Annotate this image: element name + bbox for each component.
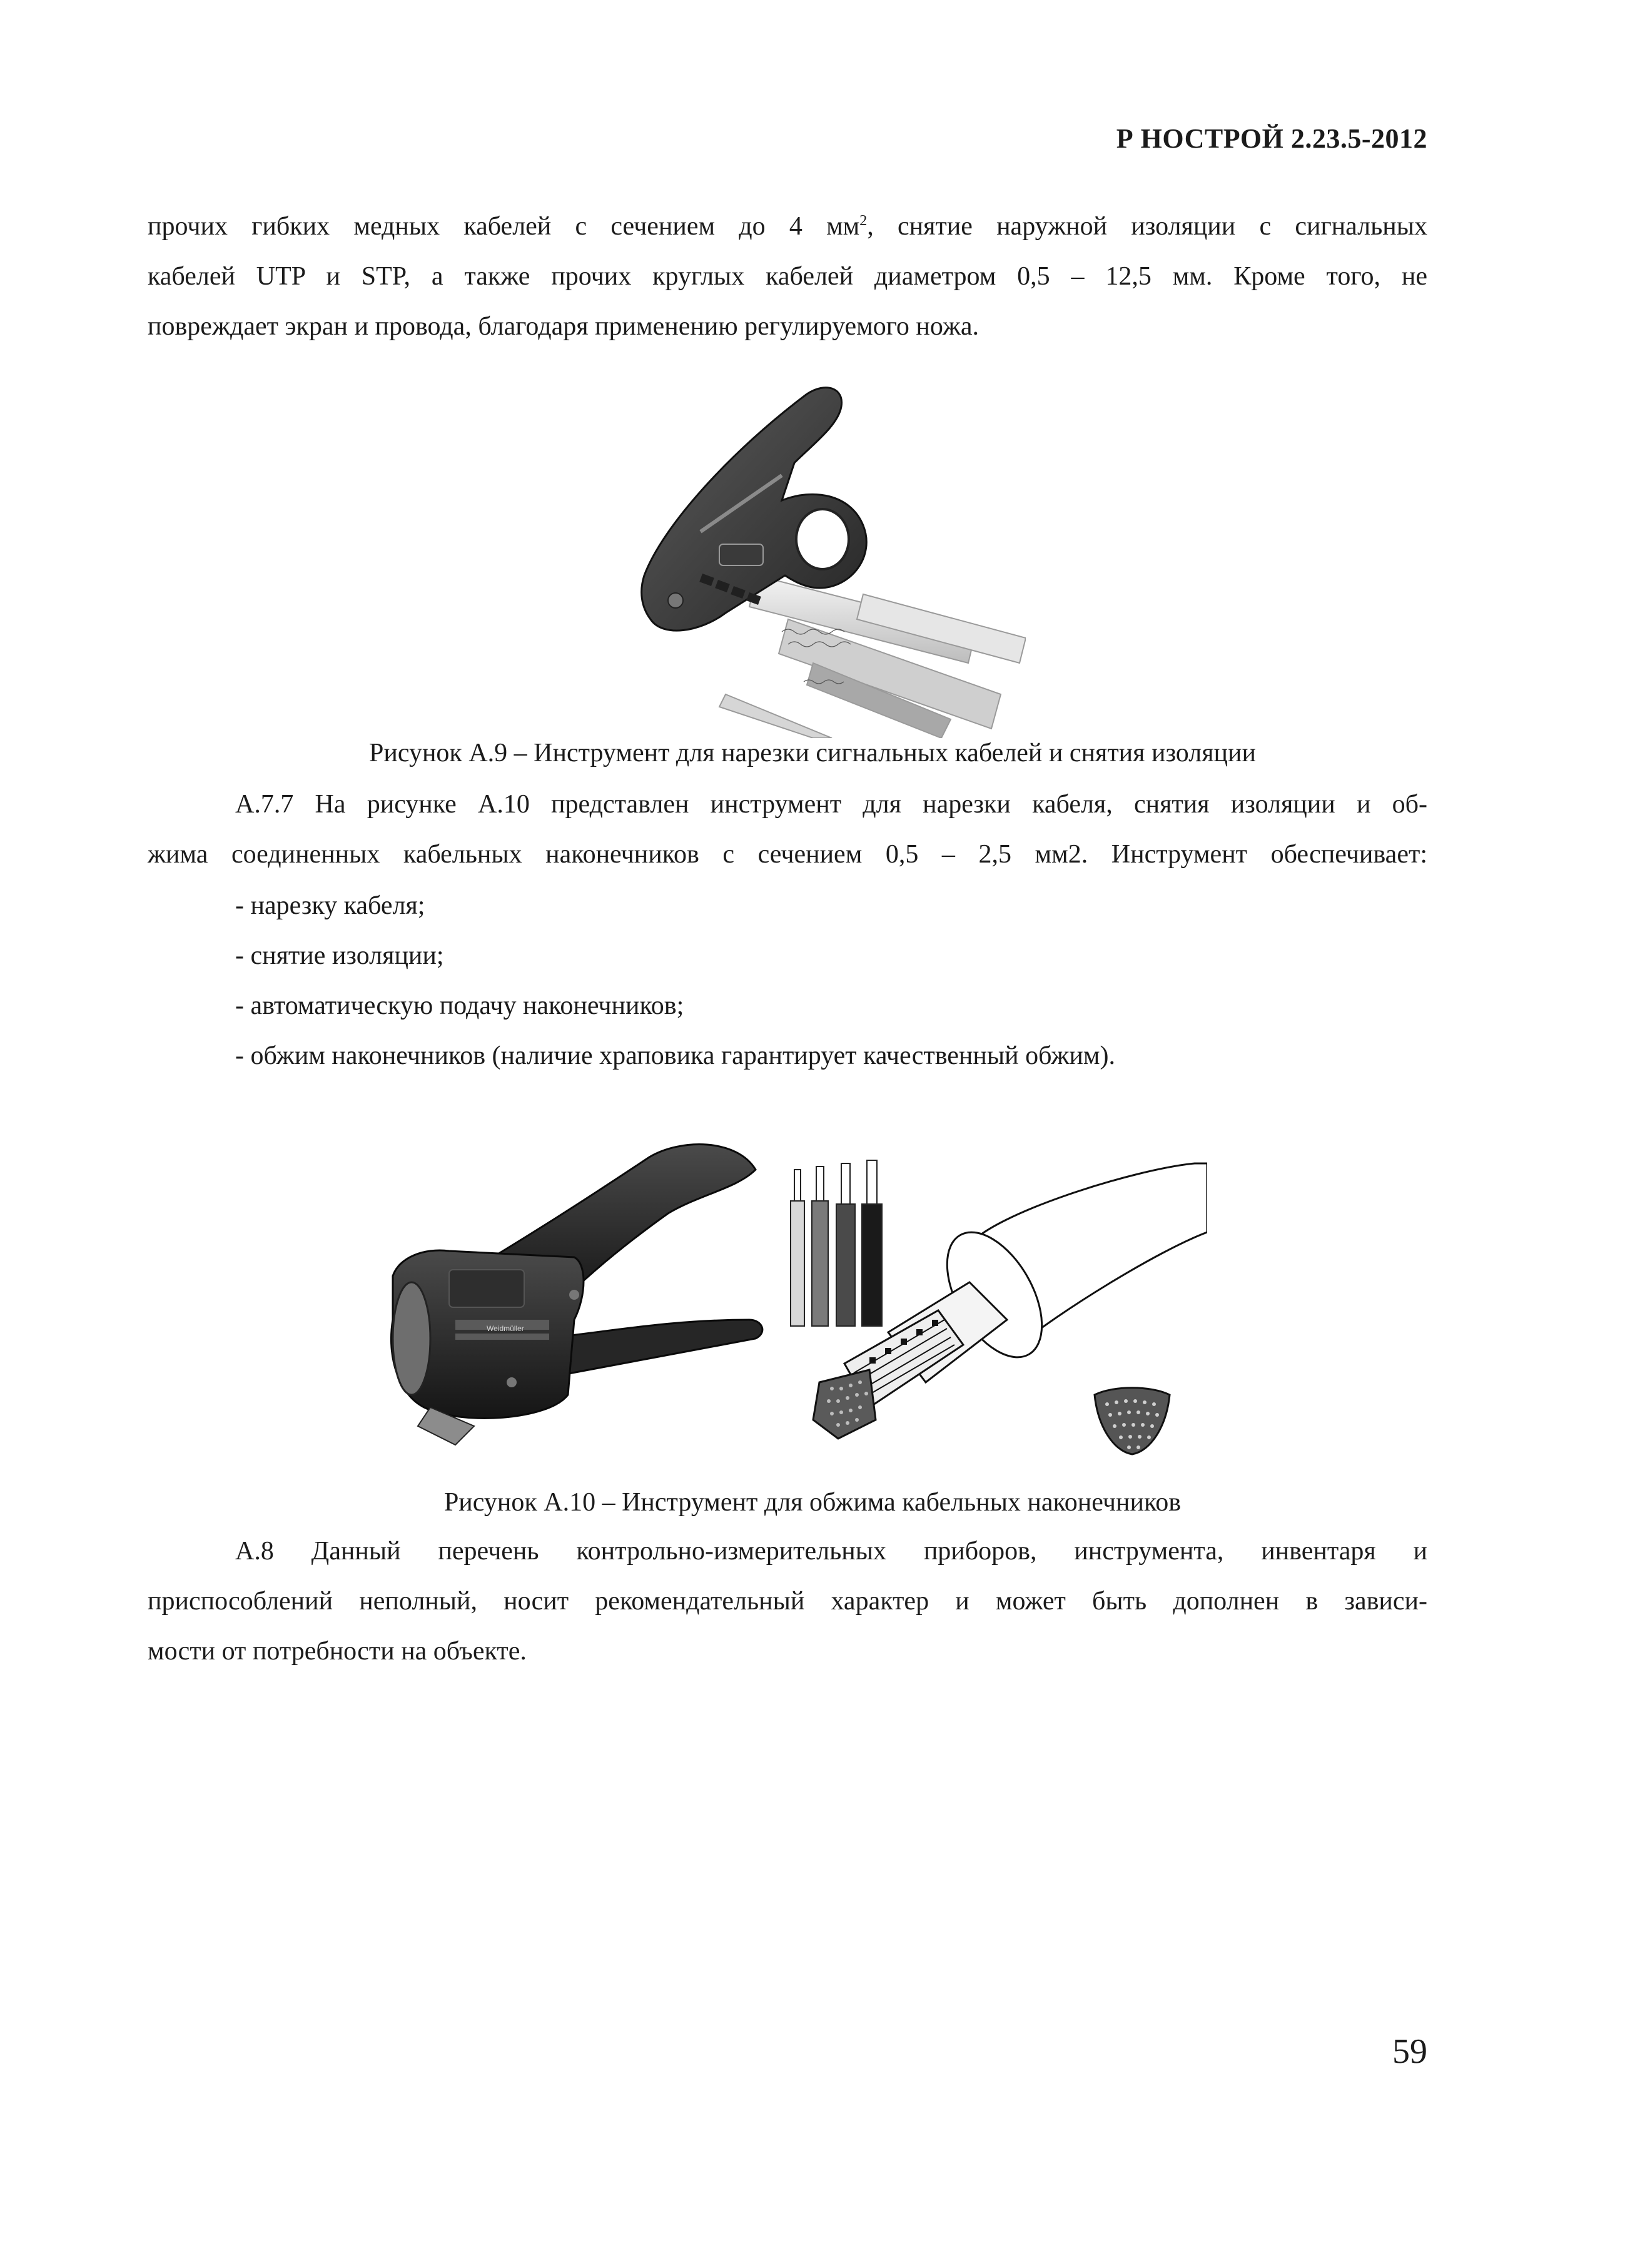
section-a77-line-2: жима соединенных кабельных наконечников с сечением 0,5 – 2,5 мм2. Инструмент обеспечивает: [148, 840, 1427, 869]
figure-a9-caption: Рисунок А.9 – Инструмент для нарезки сигнальных кабелей и снятия изоляции [369, 739, 1256, 767]
intro-line-2: кабелей UTP и STP, а также прочих круглых кабелей диаметром 0,5 – 12,5 мм. Кроме того, не [148, 262, 1427, 291]
intro-paragraph [148, 201, 1427, 352]
cable-stripper-photo [625, 369, 1026, 738]
section-a77-line-1: А.7.7 На рисунке А.10 представлен инструмент для нарезки кабеля, снятия изоляции и об- [235, 790, 1427, 819]
list-item-stripping: - снятие изоляции; [235, 941, 444, 970]
list-item-feed: - автоматическую подачу наконечников; [235, 991, 684, 1020]
crimping-tool-photo [387, 1132, 787, 1457]
intro-line-1: прочих гибких медных кабелей с сечением до 4 $мм^2$, снятие наружной изоляции с сигнальных [148, 212, 1427, 241]
page-number: 59 [1392, 2032, 1427, 2071]
ferrule-diagram [782, 1157, 1207, 1464]
section-a8-line-3: мости от потребности на объекте. [148, 1637, 527, 1666]
section-a8-line-2: приспособлений неполный, носит рекомендательный характер и может быть дополнен в зависи- [148, 1587, 1427, 1616]
section-a8-paragraph [148, 1526, 1427, 1676]
section-a77-paragraph [148, 779, 1427, 879]
list-item-cutting: - нарезку кабеля; [235, 891, 425, 920]
tool-brand-marking: Weidmüller [487, 1324, 524, 1333]
document-code-header: Р НОСТРОЙ 2.23.5-2012 [1116, 123, 1427, 154]
intro-line-3: повреждает экран и провода, благодаря применению регулируемого ножа. [148, 312, 980, 341]
figure-a10-caption: Рисунок А.10 – Инструмент для обжима кабельных наконечников [443, 1488, 1182, 1517]
section-a8-line-1: А.8 Данный перечень контрольно-измерительных приборов, инструмента, инвентаря и [235, 1537, 1427, 1566]
list-item-crimping: - обжим наконечников (наличие храповика гарантирует качественный обжим). [235, 1041, 1115, 1070]
